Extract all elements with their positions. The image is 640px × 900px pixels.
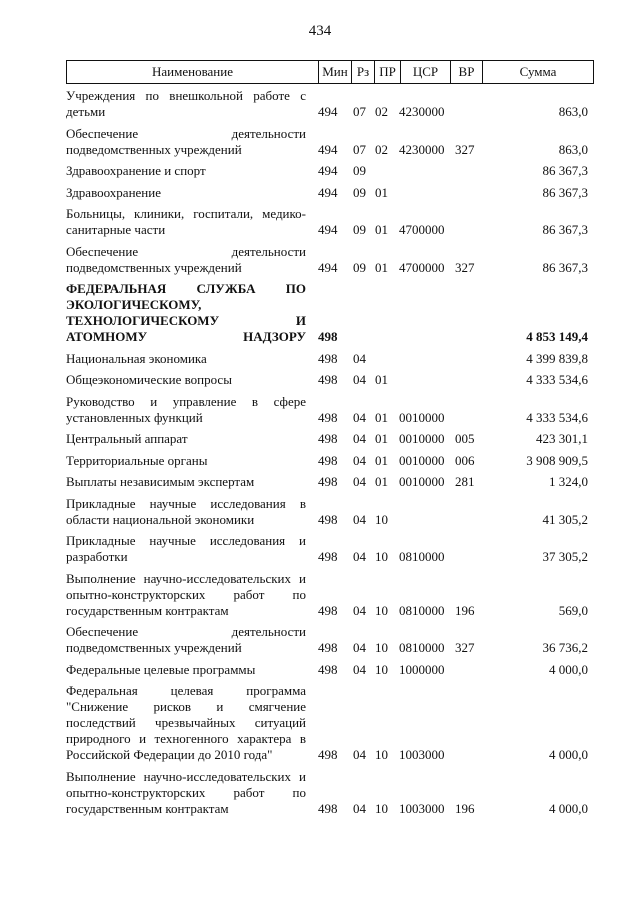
table-row: [66, 88, 594, 120]
row-pr: 10: [375, 602, 388, 618]
row-min: 494: [318, 222, 338, 237]
row-min: 498: [318, 549, 338, 564]
row-name: Выплаты независимым экспертам: [66, 474, 255, 489]
row-sum: 86 367,3: [542, 163, 588, 178]
row-csr: 1003000: [399, 747, 445, 762]
table-row: [66, 571, 594, 619]
row-pr: 01: [375, 452, 388, 468]
row-csr: 4230000: [399, 141, 445, 157]
row-min: 494: [318, 259, 338, 275]
row-sum: 569,0: [558, 602, 588, 618]
row-pr: 01: [375, 372, 388, 387]
row-csr: 0010000: [399, 409, 445, 425]
row-csr: 0010000: [399, 452, 445, 468]
row-min: 494: [318, 141, 338, 157]
row-vr: 005: [455, 431, 475, 446]
row-rz: 09: [353, 184, 366, 200]
row-rz: 04: [353, 549, 366, 564]
row-name: Больницы, клиники, госпитали, медико-санитарные части: [66, 206, 306, 237]
row-pr: 02: [375, 141, 388, 157]
table-row: [66, 244, 594, 276]
row-csr: 0810000: [399, 549, 445, 564]
row-csr: 0810000: [399, 640, 445, 655]
row-vr: 196: [455, 800, 475, 816]
row-rz: 04: [353, 474, 366, 489]
row-name: Федеральные целевые программы: [66, 661, 256, 677]
row-min: 498: [318, 661, 338, 677]
row-sum: 86 367,3: [542, 222, 588, 237]
row-name: Здравоохранение: [66, 184, 161, 200]
table-row: [66, 662, 594, 678]
row-sum: 4 000,0: [549, 800, 588, 816]
header-sum: Сумма: [519, 64, 557, 79]
row-sum: 86 367,3: [542, 259, 588, 275]
row-name: Выполнение научно-исследовательских и опытно-конструкторских работ по государственным контрактам: [66, 768, 306, 816]
row-csr: 0810000: [399, 602, 445, 618]
row-rz: 04: [353, 640, 366, 655]
row-rz: 04: [353, 602, 366, 618]
row-sum: 1 324,0: [549, 474, 588, 489]
row-rz: 09: [353, 222, 366, 237]
table-row: [66, 372, 594, 388]
row-pr: 10: [375, 800, 388, 816]
row-min: 498: [318, 329, 338, 344]
row-name: Центральный аппарат: [66, 431, 188, 446]
table-row: [66, 474, 594, 490]
row-sum: 3 908 909,5: [526, 452, 588, 468]
row-vr: 327: [455, 640, 475, 655]
row-sum: 4 000,0: [549, 661, 588, 677]
table-row: [66, 769, 594, 817]
row-rz: 09: [353, 259, 366, 275]
row-min: 494: [318, 184, 338, 200]
table-row: [66, 453, 594, 469]
row-min: 494: [318, 163, 338, 178]
table-row: [66, 533, 594, 565]
row-min: 498: [318, 350, 338, 366]
row-csr: 4700000: [399, 222, 445, 237]
table-row: [66, 394, 594, 426]
row-name: Территориальные органы: [66, 452, 208, 468]
row-rz: 04: [353, 747, 366, 762]
table-row: [66, 624, 594, 656]
row-rz: 04: [353, 431, 366, 446]
row-name: Прикладные научные исследования в области национальной экономики: [66, 495, 306, 527]
table-row: [66, 163, 594, 179]
row-name: Руководство и управление в сфере установленных функций: [66, 393, 306, 425]
row-name: Здравоохранение и спорт: [66, 163, 206, 178]
row-sum: 36 736,2: [542, 640, 588, 655]
row-pr: 02: [375, 104, 388, 119]
row-sum: 41 305,2: [542, 511, 588, 527]
row-pr: 01: [375, 184, 388, 200]
header-vr: ВР: [451, 61, 483, 83]
row-name: Обеспечение деятельности подведомственных учреждений: [66, 125, 306, 157]
row-min: 498: [318, 409, 338, 425]
header-pr: ПР: [375, 61, 401, 83]
row-pr: 01: [375, 222, 388, 237]
row-vr: 006: [455, 452, 475, 468]
row-min: 498: [318, 747, 338, 762]
row-sum: 863,0: [558, 141, 588, 157]
row-rz: 09: [353, 163, 366, 178]
row-sum: 4 333 534,6: [526, 409, 588, 425]
row-rz: 07: [353, 141, 366, 157]
row-pr: 01: [375, 431, 388, 446]
table-header: [66, 60, 594, 84]
row-name: ФЕДЕРАЛЬНАЯ СЛУЖБА ПО ЭКОЛОГИЧЕСКОМУ, ТЕХНОЛОГИЧЕСКОМУ И АТОМНОМУ НАДЗОРУ: [66, 281, 306, 344]
row-min: 498: [318, 474, 338, 489]
row-name: Федеральная целевая программа "Снижение рисков и смягчение последствий чрезвычайных ситуаций природного и техногенного характера в Российской Федерации до 2010 года": [66, 683, 306, 762]
row-min: 498: [318, 640, 338, 655]
table-row: [66, 496, 594, 528]
table-row: [66, 431, 594, 447]
row-rz: 04: [353, 372, 366, 387]
row-name: Обеспечение деятельности подведомственных учреждений: [66, 624, 306, 655]
header-rz: Рз: [352, 61, 375, 83]
row-rz: 07: [353, 104, 366, 119]
row-min: 498: [318, 372, 338, 387]
header-csr: ЦСР: [401, 61, 451, 83]
row-csr: 1000000: [399, 661, 445, 677]
row-pr: 10: [375, 549, 388, 564]
row-rz: 04: [353, 661, 366, 677]
row-rz: 04: [353, 350, 366, 366]
row-name: Национальная экономика: [66, 350, 207, 366]
row-name: Общеэкономические вопросы: [66, 372, 232, 387]
row-name: Обеспечение деятельности подведомственных учреждений: [66, 243, 306, 275]
row-pr: 01: [375, 474, 388, 489]
row-pr: 10: [375, 640, 388, 655]
row-vr: 327: [455, 259, 475, 275]
row-pr: 01: [375, 259, 388, 275]
row-rz: 04: [353, 800, 366, 816]
row-sum: 86 367,3: [542, 184, 588, 200]
row-sum: 4 853 149,4: [526, 329, 588, 344]
header-name: Наименование: [67, 61, 319, 83]
row-pr: 10: [375, 661, 388, 677]
row-rz: 04: [353, 511, 366, 527]
table-row: [66, 351, 594, 367]
row-csr: 4230000: [399, 104, 445, 119]
row-name: Учреждения по внешкольной работе с детьми: [66, 88, 306, 119]
row-sum: 4 000,0: [549, 747, 588, 762]
table-row: [66, 281, 594, 345]
row-sum: 863,0: [558, 104, 588, 119]
table-row: [66, 683, 594, 763]
row-rz: 04: [353, 409, 366, 425]
row-pr: 10: [375, 511, 388, 527]
row-csr: 0010000: [399, 474, 445, 489]
row-vr: 281: [455, 474, 475, 489]
row-min: 498: [318, 431, 338, 446]
row-vr: 327: [455, 141, 475, 157]
row-min: 498: [318, 800, 338, 816]
row-sum: 4 333 534,6: [526, 372, 588, 387]
row-sum: 37 305,2: [542, 549, 588, 564]
table-row: [66, 126, 594, 158]
row-pr: 10: [375, 747, 388, 762]
page-number: 434: [308, 23, 332, 39]
row-sum: 423 301,1: [536, 431, 588, 446]
row-rz: 04: [353, 452, 366, 468]
row-name: Прикладные научные исследования и разработки: [66, 533, 306, 564]
row-vr: 196: [455, 602, 475, 618]
row-min: 494: [318, 104, 338, 119]
row-min: 498: [318, 452, 338, 468]
row-name: Выполнение научно-исследовательских и опытно-конструкторских работ по государственным контрактам: [66, 570, 306, 618]
row-min: 498: [318, 511, 338, 527]
row-min: 498: [318, 602, 338, 618]
header-min: Мин: [319, 61, 352, 83]
row-sum: 4 399 839,8: [526, 350, 588, 366]
table-row: [66, 185, 594, 201]
row-pr: 01: [375, 409, 388, 425]
row-csr: 0010000: [399, 431, 445, 446]
table-body: [66, 88, 594, 822]
row-csr: 4700000: [399, 259, 445, 275]
row-csr: 1003000: [399, 800, 445, 816]
table-row: [66, 206, 594, 238]
